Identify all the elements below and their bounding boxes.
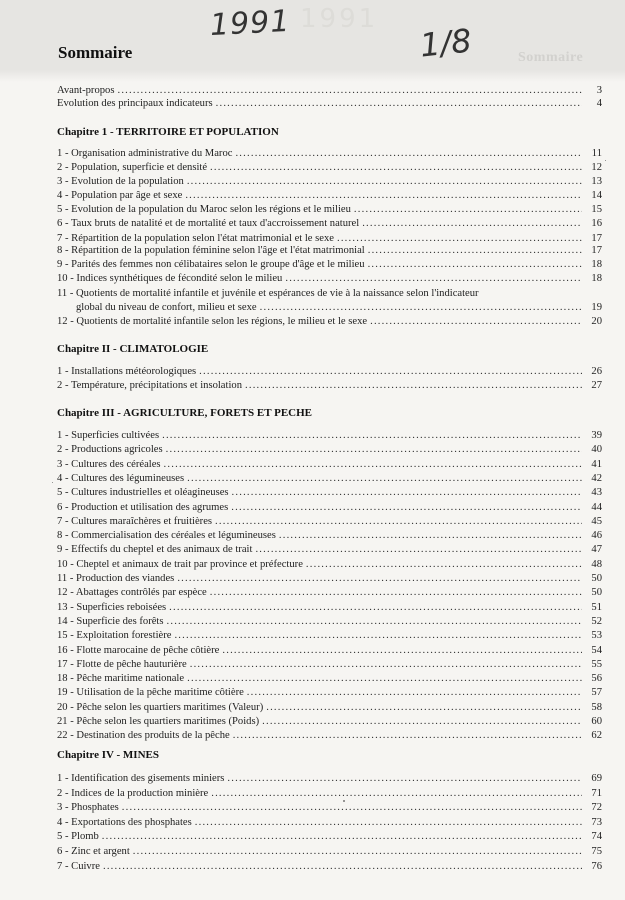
toc-entry-page: 72: [591, 802, 602, 814]
toc-entry-page: 47: [591, 544, 602, 556]
toc-entry[interactable]: 12 - Quotients de mortalité infantile selon les régions, le milieu et le sexe ..... 20: [57, 315, 602, 329]
toc-entry[interactable]: 2 - Indices de la production minière ..... 71: [57, 787, 602, 801]
toc-entry-page: 56: [591, 673, 602, 685]
toc-entry[interactable]: 5 - Evolution de la population du Maroc selon les régions et le milieu ..... 15: [57, 203, 602, 217]
toc-entry[interactable]: 19 - Utilisation de la pêche maritime côtière ..... 57: [57, 686, 602, 700]
toc-entry-page: 4: [596, 98, 602, 109]
toc-entry-number: 5: [57, 831, 63, 843]
toc-entry[interactable]: 1 - Identification des gisements miniers ..... 69: [57, 772, 602, 786]
toc-entry-page: 50: [591, 587, 602, 599]
toc-entry-label: Population, superficie et densité: [71, 162, 208, 173]
toc-entry-number: 21: [57, 716, 68, 727]
toc-entry-number: 10: [57, 273, 68, 284]
toc-entry-number: 4: [57, 472, 63, 484]
toc-entry-number: 3: [57, 458, 63, 470]
toc-entry[interactable]: 18 - Pêche maritime nationale ..... 56: [57, 672, 602, 686]
toc-entry-page: 3: [596, 85, 602, 96]
toc-entry[interactable]: 13 - Superficies reboisées ..... 51: [57, 601, 602, 615]
toc-entry[interactable]: 15 - Exploitation forestière ..... 53: [57, 629, 602, 643]
toc-entry-page: 20: [591, 316, 602, 327]
toc-entry-page: 48: [591, 558, 602, 570]
toc-entry-page: 42: [591, 472, 602, 484]
toc-entry-number: 18: [57, 673, 68, 685]
toc-entry-page: 55: [591, 658, 602, 670]
toc-entry-page: 41: [591, 458, 602, 470]
toc-entry-number: 8: [57, 530, 63, 542]
toc-entry-label: Commercialisation des céréales et légumineuses: [71, 530, 276, 542]
toc-entry-page: 53: [591, 630, 602, 642]
toc-entry-number: 2: [57, 380, 63, 391]
toc-entry-number: 1: [57, 148, 63, 159]
page-title: Sommaire: [58, 43, 133, 62]
toc-entry[interactable]: 2 - Productions agricoles ..... 40: [57, 443, 602, 457]
toc-entry-page: 39: [591, 430, 602, 441]
toc-entry-page: 52: [591, 615, 602, 627]
toc-entry-number: 12: [57, 316, 68, 327]
ghost-year-text: 1991: [300, 4, 379, 34]
toc-entry-label: Cultures des légumineuses: [71, 472, 185, 484]
toc-entry-label: Plomb: [71, 831, 99, 843]
toc-entry-label: Indices de la production minière: [71, 787, 209, 799]
toc-entry[interactable]: 11 - Production des viandes ..... 50: [57, 572, 602, 586]
toc-entry-number: 19: [57, 687, 68, 699]
toc-entry-page: 71: [591, 787, 602, 799]
toc-entry-label: Exploitation forestière: [76, 630, 172, 642]
toc-entry[interactable]: [57, 97, 602, 111]
toc-entry-page: 58: [591, 701, 602, 713]
toc-entry-number: 2: [57, 162, 63, 173]
toc-entry-number: 9: [57, 544, 63, 556]
toc-entry[interactable]: 10 - Indices synthétiques de fécondité selon le milieu ..... 18: [57, 272, 602, 286]
toc-entry[interactable]: 6 - Taux bruts de natalité et de mortalité et taux d'accroissement naturel ..... 16: [57, 217, 602, 231]
toc-entry-number: 9: [57, 259, 63, 270]
toc-entry-number: 1: [57, 366, 63, 377]
toc-entry-page: 57: [591, 687, 602, 699]
toc-entry-number: 20: [57, 701, 68, 713]
toc-entry-number: 10: [57, 558, 68, 570]
toc-entry-label-continuation: global du niveau de confort, milieu et sexe: [76, 302, 257, 313]
toc-entry-number: 11: [57, 573, 68, 584]
toc-entry-page: 18: [591, 273, 602, 284]
toc-entry-number: 16: [57, 644, 68, 656]
toc-entry-number: 2: [57, 444, 63, 456]
toc-entry-page: 43: [591, 487, 602, 499]
toc-entry-label: Effectifs du cheptel et des animaux de trait: [71, 544, 253, 556]
toc-entry-label: Abattages contrôlés par espèce: [75, 587, 207, 599]
toc-entry-label: Cultures des céréales: [71, 458, 161, 470]
toc-entry-page: 19: [591, 302, 602, 313]
toc-entry-label: Quotients de mortalité infantile et juvénile et espérances de vie à la naissance selon l'indicateur: [76, 288, 479, 299]
toc-entry-number: 22: [57, 730, 68, 742]
toc-entry[interactable]: 16 - Flotte marocaine de pêche côtière ..... 54: [57, 644, 602, 658]
toc-entry-page: 44: [591, 501, 602, 513]
toc-entry[interactable]: 8 - Répartition de la population féminine selon l'âge et l'état matrimonial ..... 17: [57, 244, 602, 258]
ghost-title-text: Sommaire: [518, 50, 584, 65]
toc-entry-page: 13: [591, 176, 602, 187]
toc-entry-page: 17: [591, 245, 602, 256]
toc-entry[interactable]: 1 - Installations météorologiques ..... 26: [57, 365, 602, 379]
toc-entry[interactable]: 4 - Exportations des phosphates ..... 73: [57, 816, 602, 830]
toc-entry-label: Cheptel et animaux de trait par province et préfecture: [76, 558, 303, 570]
toc-entry-label: Superficie des forêts: [76, 615, 164, 627]
toc-entry-label: Avant-propos: [57, 85, 115, 96]
toc-entry[interactable]: 8 - Commercialisation des céréales et légumineuses ..... 46: [57, 529, 602, 543]
toc-entry-multiline[interactable]: 11 - Quotients de mortalité infantile et juvénile et espérances de vie à la naissance selon l'indicateur: [57, 288, 479, 299]
toc-entry-number: 1: [57, 773, 63, 784]
toc-entry-number: 2: [57, 787, 63, 799]
handwritten-page-fraction: 1/8: [418, 21, 474, 65]
toc-entry-label: Evolution des principaux indicateurs: [57, 98, 213, 109]
toc-entry-label: Organisation administrative du Maroc: [71, 148, 233, 159]
toc-entry-label: Pêche maritime nationale: [76, 673, 185, 685]
toc-entry-number: 4: [57, 816, 63, 828]
toc-entry-label: Flotte de pêche hauturière: [76, 658, 187, 670]
toc-entry-number: 15: [57, 630, 68, 642]
chapter-heading: Chapitre III - AGRICULTURE, FORETS ET PECHE: [57, 407, 312, 419]
toc-entry-number: 6: [57, 501, 63, 513]
toc-entry[interactable]: 10 - Cheptel et animaux de trait par province et préfecture ..... 48: [57, 558, 602, 572]
toc-entry[interactable]: 3 - Phosphates ..... 72: [57, 801, 602, 815]
toc-entry-label: Utilisation de la pêche maritime côtière: [76, 687, 244, 699]
toc-entry-number: 4: [57, 190, 63, 201]
toc-entry[interactable]: 2 - Température, précipitations et insolation ..... 27: [57, 379, 602, 393]
toc-entry-number: 7: [57, 515, 63, 527]
toc-entry[interactable]: 7 - Répartition de la population selon l'état matrimonial et le sexe ..... 17: [57, 232, 602, 246]
toc-entry-label: Cultures maraîchères et fruitières: [71, 515, 213, 527]
toc-entry[interactable]: 1 - Organisation administrative du Maroc ..... 11: [57, 147, 602, 161]
toc-entry-page: 16: [591, 218, 602, 229]
toc-entry-label: Répartition de la population selon l'état matrimonial et le sexe: [71, 233, 334, 244]
toc-entry[interactable]: 22 - Destination des produits de la pêche ..... 62: [57, 729, 602, 743]
toc-entry[interactable]: 9 - Parités des femmes non célibataires selon le groupe d'âge et le milieu ..... 18: [57, 258, 602, 272]
toc-entry-page: 15: [591, 204, 602, 215]
toc-entry-label: Pêche selon les quartiers maritimes (Poids): [76, 716, 260, 727]
toc-entry[interactable]: 20 - Pêche selon les quartiers maritimes (Valeur) ..... 58: [57, 701, 602, 715]
toc-entry-label: Population par âge et sexe: [71, 190, 183, 201]
toc-entry[interactable]: 5 - Plomb ..... 74: [57, 830, 602, 844]
toc-entry-number: 3: [57, 176, 63, 187]
toc-entry[interactable]: 12 - Abattages contrôlés par espèce ..... 50: [57, 586, 602, 600]
toc-entry-number: 1: [57, 430, 63, 441]
toc-entry-label: Température, précipitations et insolation: [70, 380, 242, 391]
toc-entry-label: Installations météorologiques: [71, 366, 197, 377]
toc-entry-page: 62: [591, 730, 602, 742]
toc-entry-label: Zinc et argent: [71, 846, 130, 857]
toc-entry-number: 7: [57, 233, 63, 244]
toc-entry-page: 40: [591, 444, 602, 456]
toc-entry-number: 7: [57, 860, 63, 872]
toc-entry[interactable]: 9 - Effectifs du cheptel et des animaux de trait ..... 47: [57, 543, 602, 557]
toc-entry[interactable]: 6 - Production et utilisation des agrumes ..... 44: [57, 501, 602, 515]
chapter-heading: Chapitre 1 - TERRITOIRE ET POPULATION: [57, 126, 279, 138]
toc-entry-page: 11: [591, 148, 602, 159]
toc-entry-page: 50: [591, 573, 602, 584]
toc-entry-number: 3: [57, 802, 63, 814]
toc-entry-page: 12: [591, 162, 602, 173]
toc-entry-page: 73: [591, 816, 602, 828]
toc-entry-page: 14: [591, 190, 602, 201]
toc-entry-number: 12: [57, 587, 68, 599]
toc-entry-page: 46: [591, 530, 602, 542]
toc-entry-number: 13: [57, 601, 68, 613]
toc-entry-label: Evolution de la population du Maroc selon les régions et le milieu: [71, 204, 351, 215]
toc-entry-label: Superficies reboisées: [76, 601, 167, 613]
toc-entry-label: Flotte marocaine de pêche côtière: [76, 644, 220, 656]
toc-entry-label: Evolution de la population: [71, 176, 184, 187]
toc-entry-number: 5: [57, 487, 63, 499]
toc-entry-label: Cuivre: [71, 860, 100, 872]
toc-entry-label: Cultures industrielles et oléagineuses: [71, 487, 229, 499]
toc-entry-page: 27: [591, 380, 602, 391]
toc-entry[interactable]: 3 - Cultures des céréales ..... 41: [57, 458, 602, 472]
toc-entry-label: Pêche selon les quartiers maritimes (Valeur): [76, 701, 264, 713]
toc-entry-label: Destination des produits de la pêche: [76, 730, 230, 742]
toc-entry-page: 75: [591, 846, 602, 857]
toc-entry-label: Indices synthétiques de fécondité selon le milieu: [76, 273, 283, 284]
toc-entry-label: Exportations des phosphates: [71, 816, 192, 828]
toc-entry[interactable]: 17 - Flotte de pêche hauturière ..... 55: [57, 658, 602, 672]
toc-entry[interactable]: 1 - Superficies cultivées ..... 39: [57, 429, 602, 443]
toc-entry-number: 14: [57, 615, 68, 627]
toc-entry-number: 6: [57, 218, 63, 229]
toc-entry-page: 76: [591, 860, 602, 872]
toc-entry[interactable]: 4 - Cultures des légumineuses ..... 42: [57, 472, 602, 486]
toc-entry[interactable]: 5 - Cultures industrielles et oléagineuses ..... 43: [57, 486, 602, 500]
toc-entry[interactable]: 2 - Population, superficie et densité ..... 12: [57, 161, 602, 175]
toc-entry-continuation[interactable]: [76, 301, 602, 315]
toc-entry-page: 18: [591, 259, 602, 270]
toc-entry-page: 26: [591, 366, 602, 377]
toc-entry-number: 5: [57, 204, 63, 215]
toc-entry-label: Productions agricoles: [71, 444, 163, 456]
toc-entry[interactable]: 3 - Evolution de la population ..... 13: [57, 175, 602, 189]
toc-entry-number: 17: [57, 658, 68, 670]
toc-entry-page: 51: [591, 601, 602, 613]
chapter-heading: Chapitre II - CLIMATOLOGIE: [57, 343, 209, 355]
toc-entry[interactable]: [57, 84, 602, 98]
toc-entry[interactable]: 7 - Cultures maraîchères et fruitières ..... 45: [57, 515, 602, 529]
toc-entry-page: 69: [591, 773, 602, 784]
toc-entry-label: Production et utilisation des agrumes: [71, 501, 229, 513]
toc-entry-label: Identification des gisements miniers: [71, 773, 225, 784]
toc-entry-number: 8: [57, 245, 63, 256]
toc-entry[interactable]: 4 - Population par âge et sexe ..... 14: [57, 189, 602, 203]
toc-entry-label: Répartition de la population féminine selon l'âge et l'état matrimonial: [71, 245, 365, 256]
toc-entry[interactable]: 6 - Zinc et argent ..... 75: [57, 845, 602, 859]
toc-entry[interactable]: 7 - Cuivre ..... 76: [57, 860, 602, 874]
toc-entry-page: 54: [591, 644, 602, 656]
toc-entry-label: Taux bruts de natalité et de mortalité et taux d'accroissement naturel: [70, 218, 360, 229]
toc-entry-label: Phosphates: [71, 802, 119, 814]
toc-entry[interactable]: 14 - Superficie des forêts ..... 52: [57, 615, 602, 629]
toc-entry-label: Quotients de mortalité infantile selon les régions, le milieu et le sexe: [76, 316, 368, 327]
chapter-heading: Chapitre IV - MINES: [57, 749, 159, 761]
toc-entry-page: 17: [591, 233, 602, 244]
toc-entry-label: Production des viandes: [76, 573, 175, 584]
toc-entry-label: Parités des femmes non célibataires selon le groupe d'âge et le milieu: [71, 259, 365, 270]
toc-entry-page: 45: [591, 515, 602, 527]
toc-entry-number: 6: [57, 846, 63, 857]
toc-entry-page: 74: [591, 831, 602, 843]
toc-entry[interactable]: 21 - Pêche selon les quartiers maritimes (Poids) ..... 60: [57, 715, 602, 729]
toc-entry-label: Superficies cultivées: [71, 430, 160, 441]
toc-entry-page: 60: [591, 716, 602, 727]
toc-entry-number: 11: [57, 288, 68, 299]
handwritten-year: 1991: [209, 3, 292, 44]
